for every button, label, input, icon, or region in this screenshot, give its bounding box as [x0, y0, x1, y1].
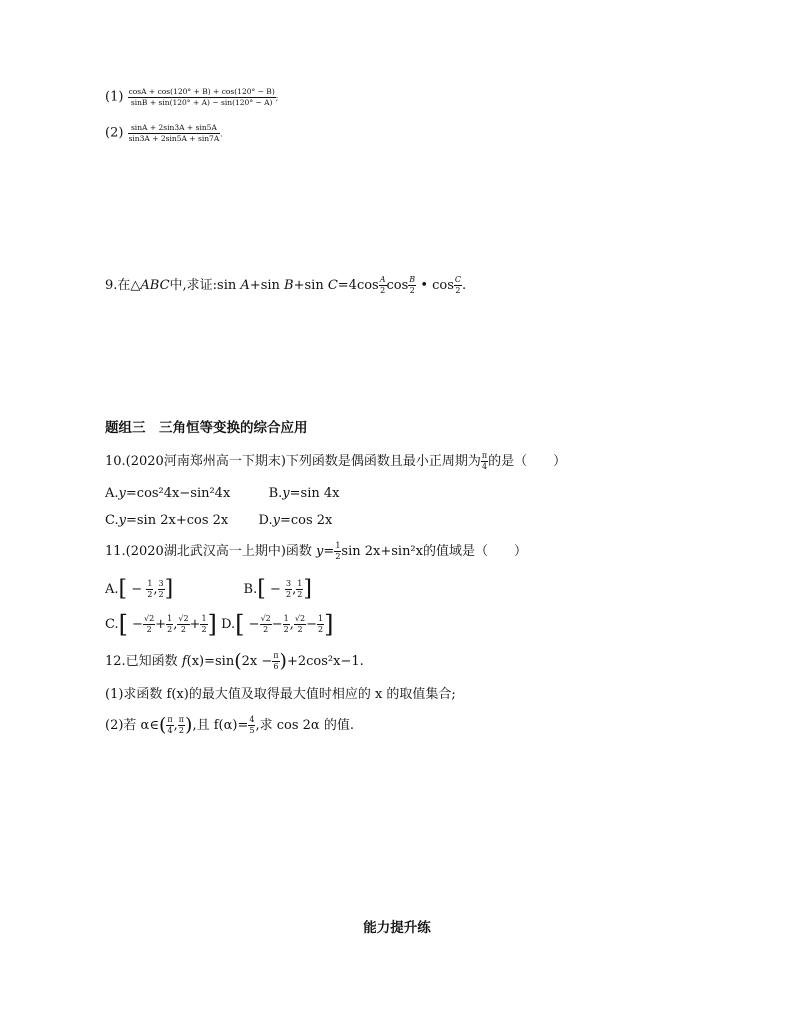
q11-options-ab — [105, 578, 312, 600]
q9-frac-b: $\frac{B}{2}$ — [409, 275, 416, 295]
q8-part2-fraction: $\frac{\sin A + 2\sin 3A + \sin 5A}{\sin 3A + 2\sin 5A + \sin 7A}$ — [128, 123, 220, 143]
q8-part1-fraction: $\frac{\cos A + \cos(120^\circ + B) + \cos(120^\circ - B)}{\sin B + \sin(120^\circ + A) - \sin(120^\circ - A)}$ — [128, 87, 275, 107]
q9-frac-a: $\frac{A}{2}$ — [379, 275, 386, 295]
q11-half-frac: $\frac{1}{2}$ — [335, 541, 341, 561]
q10-option-a[interactable]: A.y=cos²4x−sin²4x — [105, 486, 231, 501]
q9-line: 9.在△ABC中,求证:sin A+sin B+sin C=4cos $\frac{A}{2}$ cos $\frac{B}{2}$ • cos $\frac{C}{2}$ . — [105, 275, 467, 295]
q10-option-d[interactable]: D.y=cos 2x — [258, 513, 333, 528]
q10-period-frac: $\frac{\pi}{4}$ — [481, 451, 488, 471]
footer-title: 能力提升练 — [363, 920, 431, 936]
q12-part2: (2)若 α∈( $\frac{\pi}{4}$ , $\frac{\pi}{2}$ ),且 f(α)= $\frac{4}{5}$ ,求 cos 2α 的值. — [105, 714, 354, 736]
section-title: 题组三 三角恒等变换的综合应用 — [105, 420, 308, 436]
q11-options-cd — [105, 612, 333, 636]
q8-part2: (2) $\frac{\sin A + 2\sin 3A + \sin 5A}{\sin 3A + 2\sin 5A + \sin 7A}$ . — [105, 123, 223, 143]
q10-options-ab — [105, 487, 339, 500]
q10-stem: 10.(2020河南郑州高一下期末)下列函数是偶函数且最小正周期为 $\frac{\pi}{4}$ 的是（ ） — [105, 451, 567, 471]
q10-option-b[interactable]: B.y=sin 4x — [268, 486, 340, 501]
q8-part1: (1) $\frac{\cos A + \cos(120^\circ + B) + \cos(120^\circ - B)}{\sin B + \sin(120^\circ + A) - \sin(120^\circ - A)}$ ; — [105, 87, 279, 107]
q9-frac-c: $\frac{C}{2}$ — [454, 275, 462, 295]
q11-option-a[interactable]: A.[ − $\frac{1}{2}$ , $\frac{3}{2}$ ] — [105, 576, 174, 601]
q10-options-cd — [105, 514, 332, 527]
q10-option-c[interactable]: C.y=sin 2x+cos 2x — [105, 513, 229, 528]
q11-option-b[interactable]: B.[ − $\frac{3}{2}$ , $\frac{1}{2}$ ] — [243, 576, 312, 601]
q12-pi6-frac: $\frac{\pi}{6}$ — [273, 651, 279, 671]
q11-option-c[interactable]: C.[ − $\frac{√2}{2}$ + $\frac{1}{2}$ , $\frac{√2}{2}$ + $\frac{1}{2}$ ] — [105, 610, 217, 638]
q12-part1: (1)求函数 f(x)的最大值及取得最大值时相应的 x 的取值集合; — [105, 687, 456, 702]
q11-stem: 11.(2020湖北武汉高一上期中)函数 y= $\frac{1}{2}$ sin 2x+sin²x的值域是（ ） — [105, 541, 527, 561]
q12-stem: 12.已知函数 f(x)=sin(2x − $\frac{\pi}{6}$ )+2cos²x−1. — [105, 650, 364, 672]
q11-option-d[interactable]: D.[ − $\frac{√2}{2}$ − $\frac{1}{2}$ , $\frac{√2}{2}$ − $\frac{1}{2}$ ] — [221, 610, 334, 638]
